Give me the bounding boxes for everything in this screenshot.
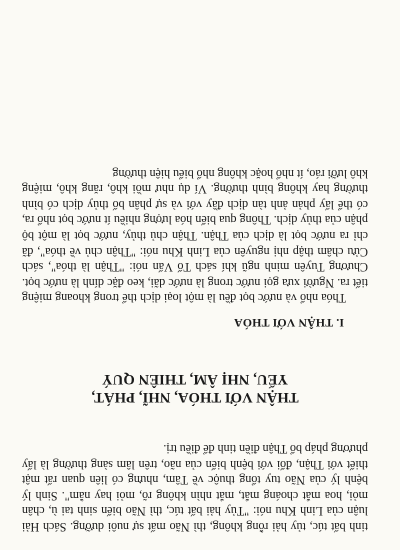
section-heading: I. THẬN VỚI THÓA xyxy=(233,316,344,331)
top-paragraph: tinh bất túc, tủy hải rỗng không, thì Não mất sự nuôi dưỡng. Sách Hải luận của Linh Khu nói: "Tủy hải bất túc, thì Não biến sinh tai ù, chân mỏi, hoa mắt choáng mắt, mắt nhìn không rõ, mỏi hay nằm". Sinh lý bệnh lý của Não tuy tổng thuộc về Tâm, nhưng có liên quan rất mật thiết với Thận, đối với bệnh biến của não, trên lâm sàng thường là lấy phương pháp bổ Thận điền tinh để điều trị. xyxy=(22,442,368,534)
body-paragraph: Thóa nhổ và nước bọt đều là một loại dịch thể trong khoang miệng tiết ra. Người xưa gọi nước trong là nước dãi, keo đặc dính là nước bọt. Chương Tuyên minh ngũ khí sách Tố Vấn nói: "Thận là thóa", sách Cửu châm thập nhị nguyên của Linh Khu nói: "Thận chủ về thóa", đã chỉ ra nước bọt là dịch của Thận. Thận chủ thủy, nước bọt là một bộ phận của thủy dịch. Thông qua biến hóa lượng nhiều ít nước bọt nhổ ra, có thể lấy phản ảnh tàn dịch đầy với và sự phân bố thủy dịch có bình thường hay không bình thường. Ví dụ như mồi khô, răng khô, miệng khô lưỡi ráo, ít nhổ hoặc không nhổ biểu hiện thường xyxy=(22,166,368,306)
chapter-title xyxy=(22,370,368,406)
chapter-title-line-1: THẬN VỚI THÓA, NHĨ, PHÁT, xyxy=(91,389,299,406)
chapter-title-line-2: YẾU, NHỊ ÂM, THIÊN QUÝ xyxy=(102,371,288,388)
